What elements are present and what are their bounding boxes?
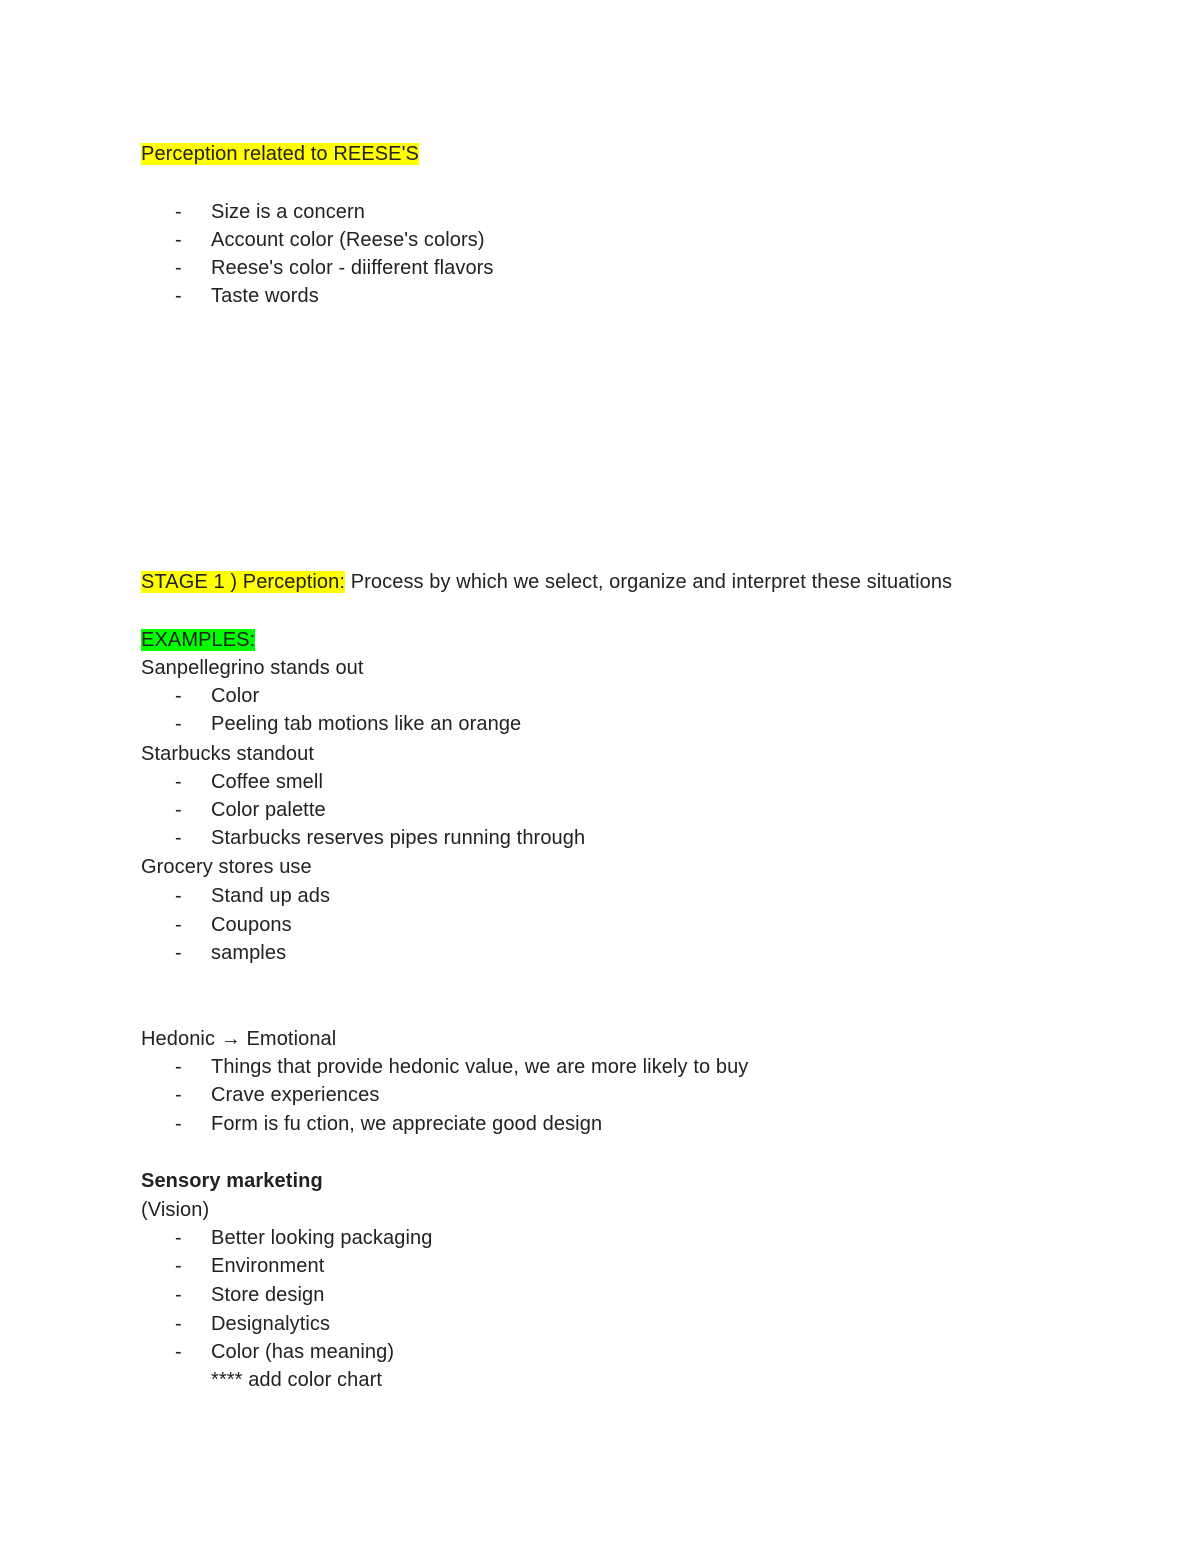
bullet-dash: -	[175, 1227, 182, 1249]
bullet-dash: -	[175, 229, 182, 251]
bullet-dash: -	[175, 885, 182, 907]
list-item: Color (has meaning)	[211, 1341, 395, 1363]
bullet-dash: -	[175, 771, 182, 793]
group-title-sanpellegrino: Sanpellegrino stands out	[141, 657, 364, 679]
bullet-dash: -	[175, 914, 182, 936]
bullet-dash: -	[175, 1056, 182, 1078]
list-item: Crave experiences	[211, 1084, 380, 1106]
sensory-title: Sensory marketing	[141, 1170, 323, 1192]
list-item: Size is a concern	[211, 201, 365, 223]
list-item: Color palette	[211, 799, 326, 821]
bullet-dash: -	[175, 285, 182, 307]
examples-heading	[141, 626, 255, 654]
bullet-dash: -	[175, 1113, 182, 1135]
reeses-heading	[141, 140, 419, 168]
list-item: Account color (Reese's colors)	[211, 229, 485, 251]
group-title-grocery: Grocery stores use	[141, 856, 312, 878]
list-item: Environment	[211, 1255, 325, 1277]
bullet-dash: -	[175, 685, 182, 707]
bullet-dash: -	[175, 827, 182, 849]
stage1-text: Process by which we select, organize and interpret these situations	[345, 571, 953, 593]
bullet-dash: -	[175, 1084, 182, 1106]
bullet-dash: -	[175, 713, 182, 735]
bullet-dash: -	[175, 201, 182, 223]
list-item: Things that provide hedonic value, we are more likely to buy	[211, 1056, 749, 1078]
color-chart-note: **** add color chart	[211, 1369, 382, 1391]
group-title-starbucks: Starbucks standout	[141, 743, 315, 765]
bullet-dash: -	[175, 1255, 182, 1277]
reeses-heading-highlight: Perception related to REESE'S	[141, 143, 419, 165]
bullet-dash: -	[175, 257, 182, 279]
list-item: Taste words	[211, 285, 319, 307]
list-item: Store design	[211, 1284, 325, 1306]
list-item: Stand up ads	[211, 885, 331, 907]
list-item: Reese's color - diifferent flavors	[211, 257, 494, 279]
hedonic-title: Hedonic → Emotional	[141, 1028, 337, 1050]
list-item: Better looking packaging	[211, 1227, 433, 1249]
stage1-label: STAGE 1 ) Perception:	[141, 571, 346, 593]
bullet-dash: -	[175, 1313, 182, 1335]
list-item: samples	[211, 942, 287, 964]
bullet-dash: -	[175, 942, 182, 964]
list-item: Starbucks reserves pipes running through	[211, 827, 586, 849]
list-item: Coupons	[211, 914, 292, 936]
list-item: Peeling tab motions like an orange	[211, 713, 522, 735]
examples-label: EXAMPLES:	[141, 629, 256, 651]
list-item: Designalytics	[211, 1313, 331, 1335]
sensory-subtitle: (Vision)	[141, 1199, 210, 1221]
stage1-line	[141, 568, 952, 596]
bullet-dash: -	[175, 1284, 182, 1306]
bullet-dash: -	[175, 1341, 182, 1363]
list-item: Coffee smell	[211, 771, 323, 793]
list-item: Color	[211, 685, 260, 707]
bullet-dash: -	[175, 799, 182, 821]
list-item: Form is fu ction, we appreciate good design	[211, 1113, 603, 1135]
